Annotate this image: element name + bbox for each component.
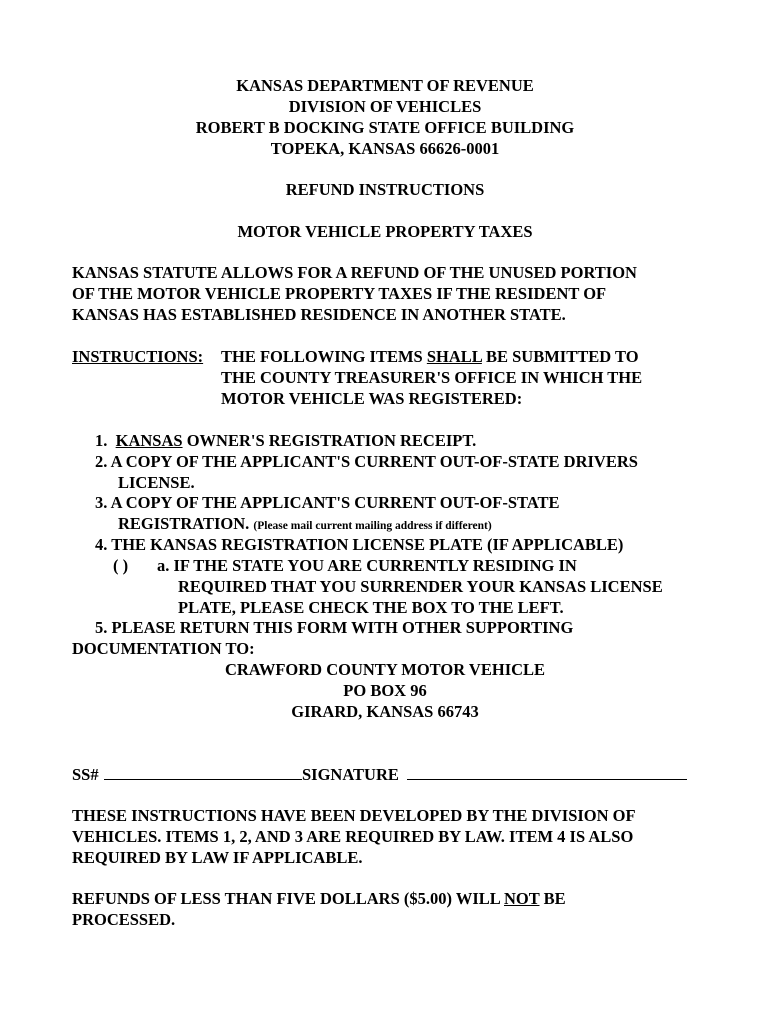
instructions-line: MOTOR VEHICLE WAS REGISTERED:	[221, 389, 523, 408]
item-5: 5. PLEASE RETURN THIS FORM WITH OTHER SUPPORTING	[95, 618, 574, 637]
page-subtitle: MOTOR VEHICLE PROPERTY TAXES	[237, 222, 533, 241]
item-4a-checkbox[interactable]: ( )	[113, 556, 129, 575]
item-4a-cont: PLATE, PLEASE CHECK THE BOX TO THE LEFT.	[178, 598, 564, 617]
footer-line: THESE INSTRUCTIONS HAVE BEEN DEVELOPED BY THE DIVISION OF	[72, 806, 636, 825]
instructions-label: INSTRUCTIONS:	[72, 347, 204, 366]
instructions-line: THE FOLLOWING ITEMS SHALL BE SUBMITTED TO	[221, 347, 639, 366]
intro-line: KANSAS HAS ESTABLISHED RESIDENCE IN ANOTHER STATE.	[72, 305, 566, 324]
header-city: TOPEKA, KANSAS 66626-0001	[270, 139, 500, 158]
not-emphasis: NOT	[504, 889, 540, 908]
item-4: 4. THE KANSAS REGISTRATION LICENSE PLATE (IF APPLICABLE)	[95, 535, 624, 554]
item-3-note: (Please mail current mailing address if different)	[253, 520, 492, 532]
kansas-emphasis: KANSAS	[115, 431, 183, 450]
header-division: DIVISION OF VEHICLES	[288, 97, 482, 116]
address-line: CRAWFORD COUNTY MOTOR VEHICLE	[224, 660, 546, 679]
address-line: PO BOX 96	[343, 681, 427, 700]
ss-field[interactable]	[104, 779, 302, 780]
address-line: GIRARD, KANSAS 66743	[291, 702, 479, 721]
footer-line: REQUIRED BY LAW IF APPLICABLE.	[72, 848, 363, 867]
item-1: 1. KANSAS OWNER'S REGISTRATION RECEIPT.	[95, 431, 477, 450]
item-3: 3. A COPY OF THE APPLICANT'S CURRENT OUT-OF-STATE	[95, 493, 560, 512]
shall-emphasis: SHALL	[426, 347, 482, 366]
instructions-line: THE COUNTY TREASURER'S OFFICE IN WHICH THE	[221, 368, 643, 387]
footer-line: VEHICLES. ITEMS 1, 2, AND 3 ARE REQUIRED BY LAW. ITEM 4 IS ALSO	[72, 827, 634, 846]
refund-note-cont: PROCESSED.	[72, 910, 176, 929]
page-title: REFUND INSTRUCTIONS	[285, 180, 485, 199]
intro-line: KANSAS STATUTE ALLOWS FOR A REFUND OF THE UNUSED PORTION	[72, 263, 637, 282]
item-4a-cont: REQUIRED THAT YOU SURRENDER YOUR KANSAS LICENSE	[178, 577, 663, 596]
item-3-cont: REGISTRATION. (Please mail current mailing address if different)	[118, 514, 492, 533]
ss-label: SS#	[72, 765, 99, 784]
refund-note: REFUNDS OF LESS THAN FIVE DOLLARS ($5.00) WILL NOT BE	[72, 889, 566, 908]
header-agency: KANSAS DEPARTMENT OF REVENUE	[236, 76, 534, 95]
item-5-cont: DOCUMENTATION TO:	[72, 639, 255, 658]
item-2-cont: LICENSE.	[118, 473, 195, 492]
item-4a: a. IF THE STATE YOU ARE CURRENTLY RESIDING IN	[157, 556, 577, 575]
header-building: ROBERT B DOCKING STATE OFFICE BUILDING	[195, 118, 575, 137]
item-2: 2. A COPY OF THE APPLICANT'S CURRENT OUT-OF-STATE DRIVERS	[95, 452, 638, 471]
intro-line: OF THE MOTOR VEHICLE PROPERTY TAXES IF THE RESIDENT OF	[72, 284, 607, 303]
signature-label: SIGNATURE	[302, 765, 399, 784]
signature-field[interactable]	[407, 779, 687, 780]
